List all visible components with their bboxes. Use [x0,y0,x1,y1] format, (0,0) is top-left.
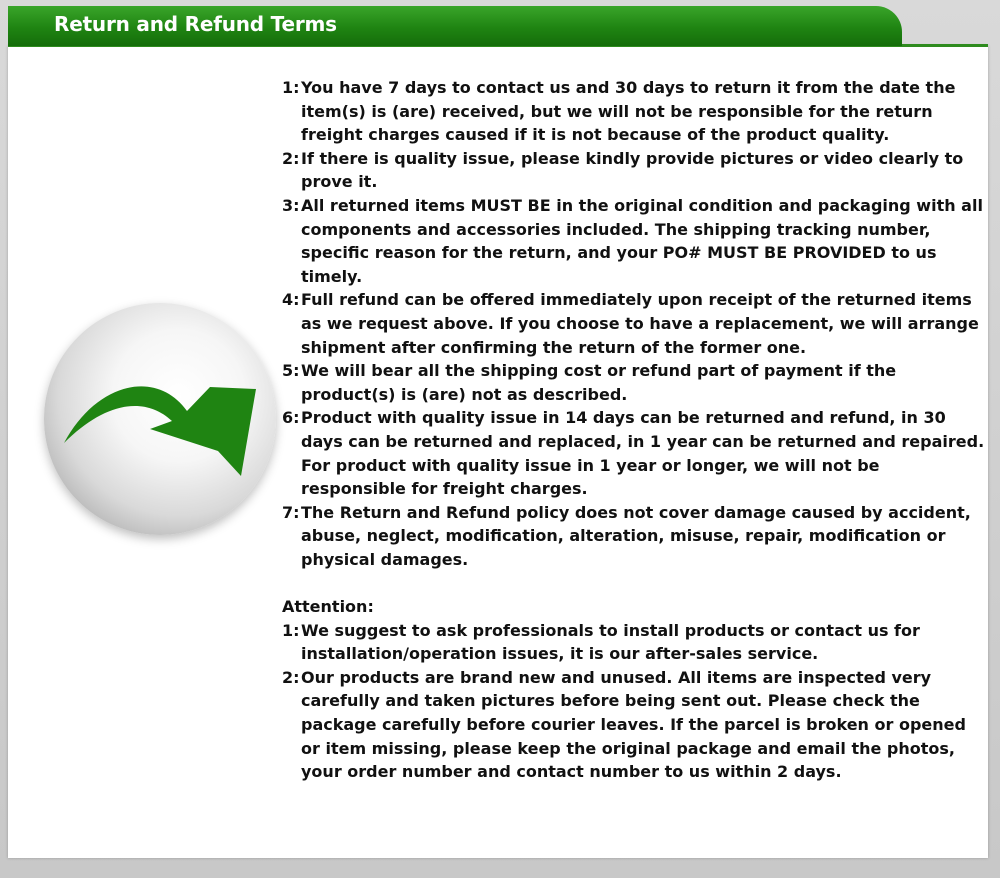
term-item: 7: The Return and Refund policy does not cover damage caused by accident, abuse, neglect, modification, alteration, misuse, repair, modification or physical damages. [282,502,971,569]
page-title: Return and Refund Terms [54,12,337,36]
attention-item: 2: Our products are brand new and unused. All items are inspected very carefully and taken pictures before being sent out. Please check the package carefully before courier leaves. If the parcel is broken or opened or item missing, please keep the original package and email the photos, your order number and contact number to us within 2 days. [282,667,966,782]
term-item: 6: Product with quality issue in 14 days can be returned and refund, in 30 days can be returned and replaced, in 1 year can be returned and repaired. For product with quality issue in 1 year or longer, we will not be responsible for freight charges. [282,408,985,499]
attention-heading: Attention: [282,597,374,617]
attention-item: 1: We suggest to ask professionals to install products or contact us for installation/operation issues, it is our after-sales service. [282,620,920,664]
term-item: 2: If there is quality issue, please kindly provide pictures or video clearly to prove it. [282,148,964,192]
return-arrow-icon [44,303,276,535]
terms-list [282,76,988,784]
term-item: 4: Full refund can be offered immediately upon receipt of the returned items as we request above. If you choose to have a replacement, we will arrange shipment after confirming the return of the former one. [282,290,979,357]
term-item: 1: You have 7 days to contact us and 30 days to return it from the date the item(s) is (are) received, but we will not be responsible for the return freight charges caused if it is not because of the product quality. [282,78,956,145]
term-item: 5: We will bear all the shipping cost or refund part of payment if the product(s) is (are) not as described. [282,361,897,404]
return-icon-sphere [44,303,276,535]
section-header [8,6,902,46]
term-item: 3: All returned items MUST BE in the original condition and packaging with all components and accessories included. The shipping tracking number, specific reason for the return, and your PO# MUST BE PROVIDED to us timely. [282,195,983,286]
